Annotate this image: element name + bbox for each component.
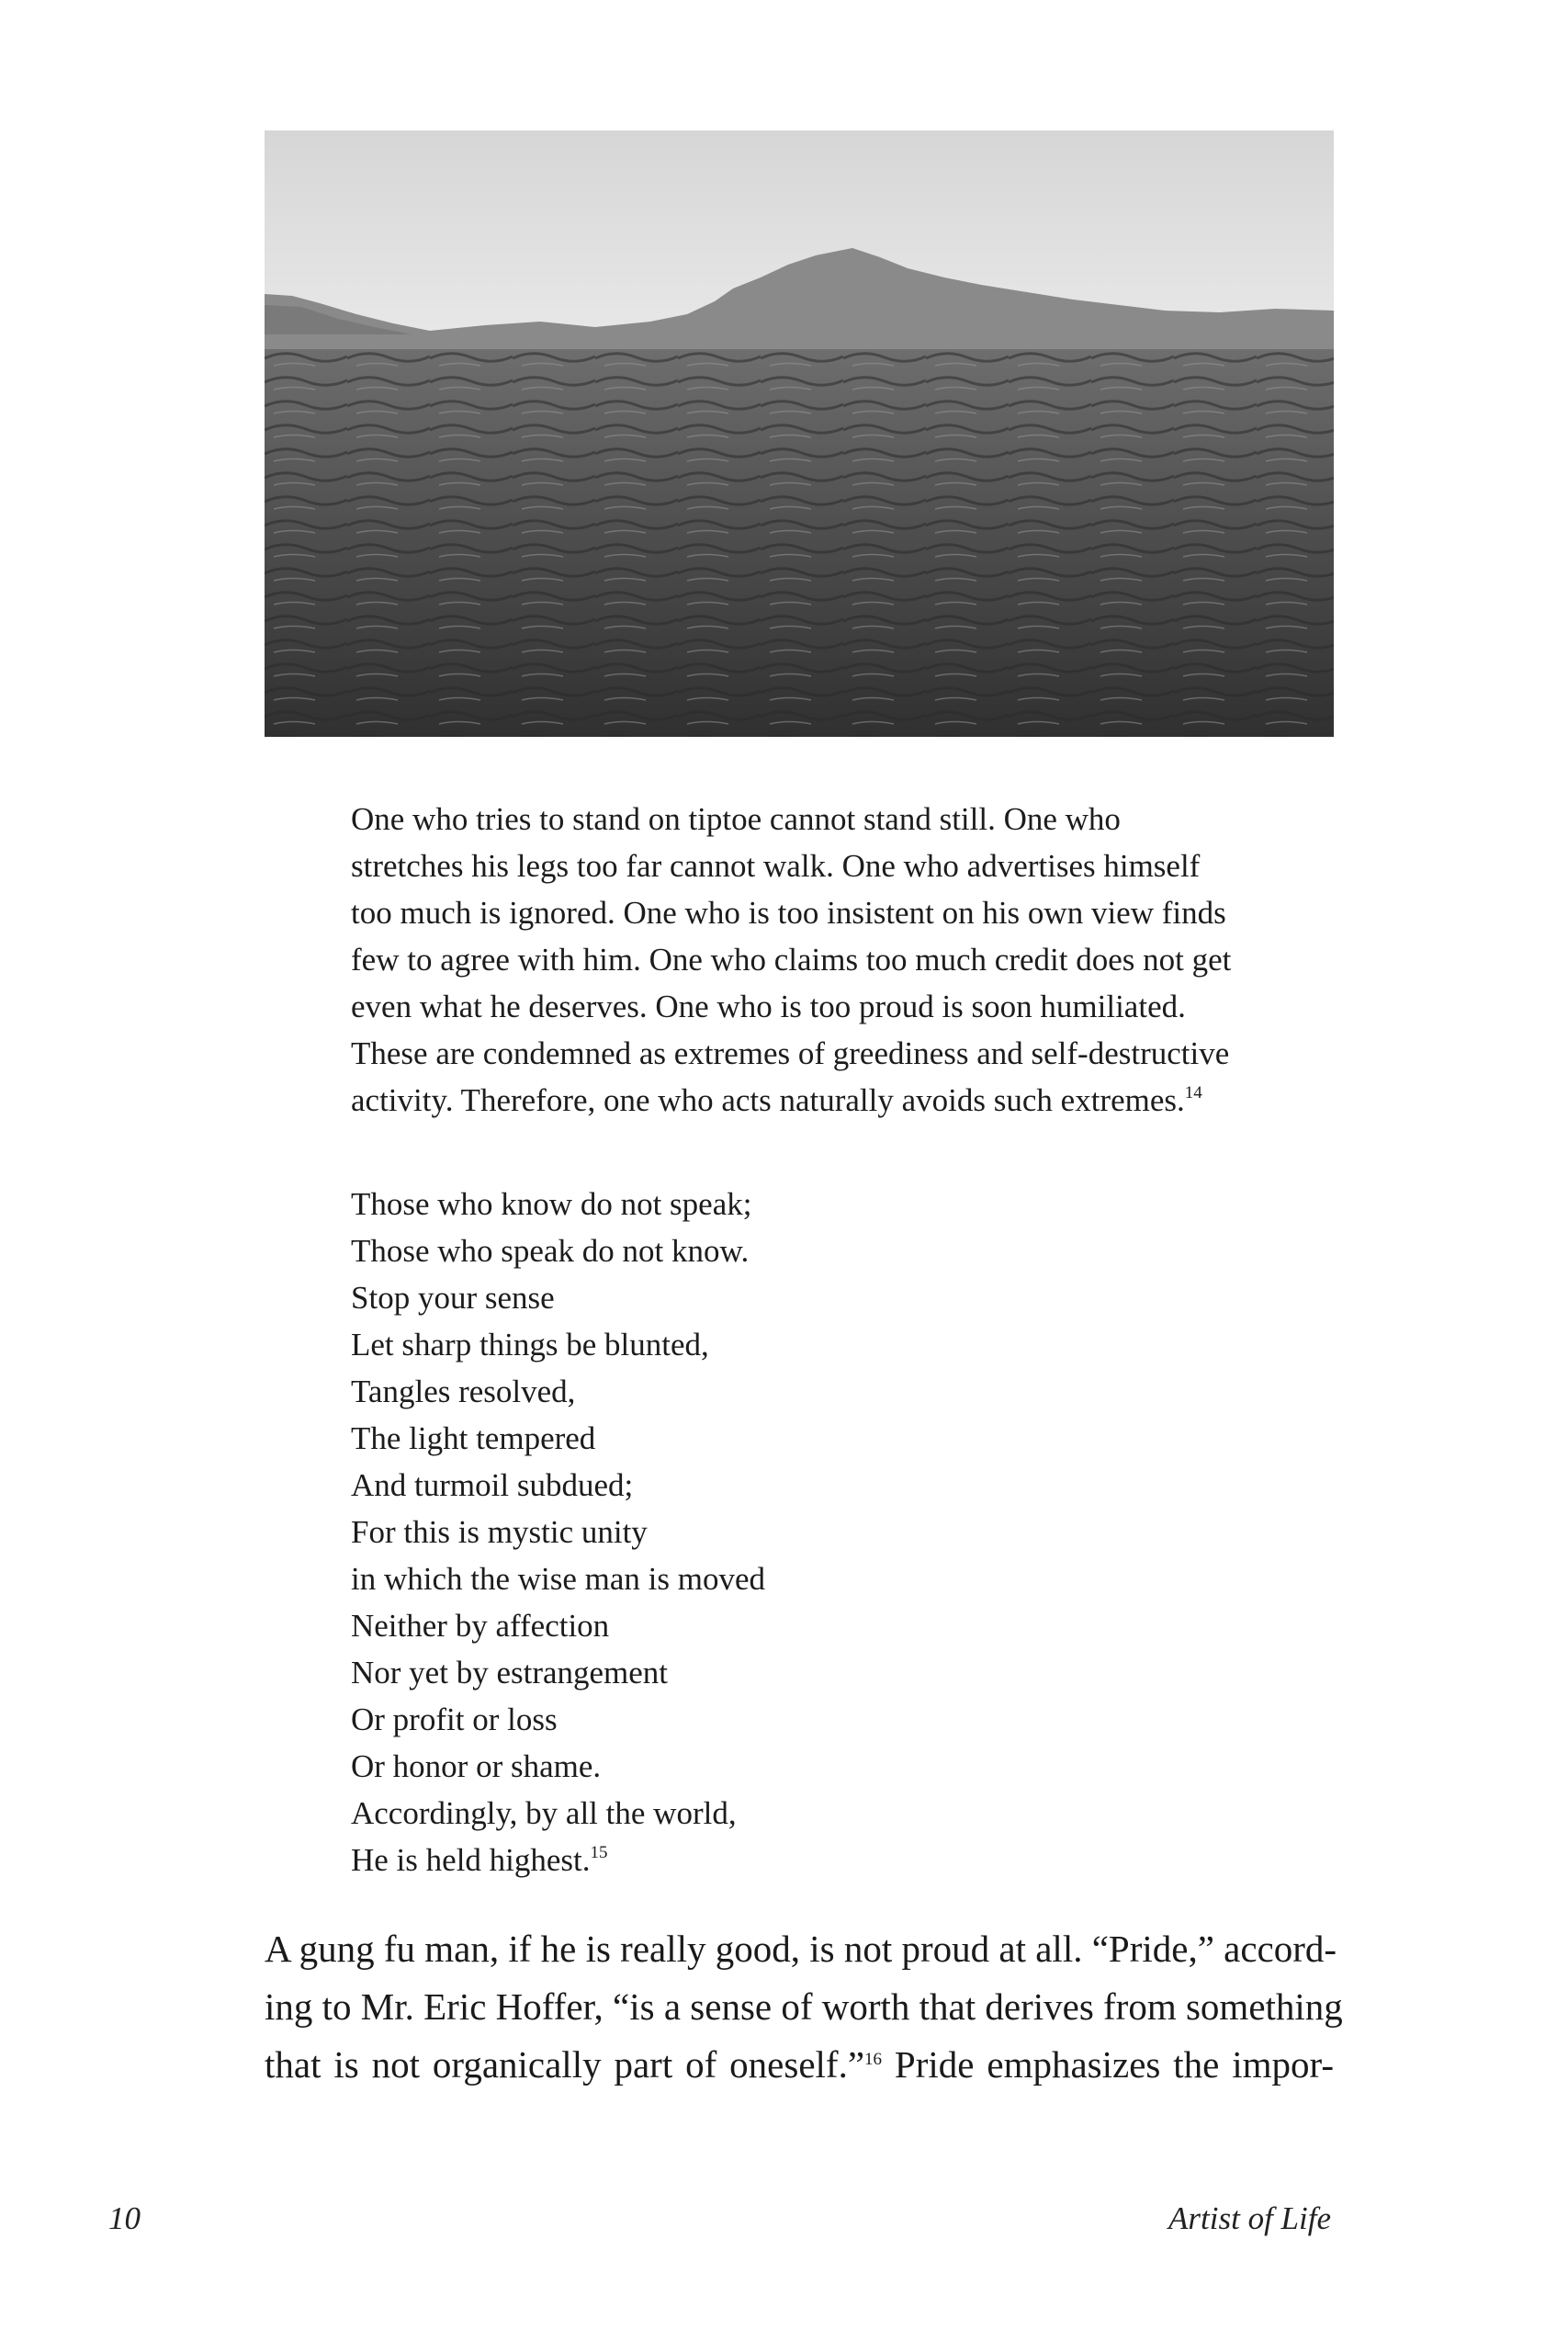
photo-image	[265, 130, 1334, 737]
quote-line: too much is ignored. One who is too insistent on his own view finds	[351, 895, 1226, 931]
body-line-text: Pride emphasizes the impor-	[882, 2043, 1335, 2086]
poem-line: in which the wise man is moved	[351, 1561, 766, 1597]
poem-line: Or honor or shame.	[351, 1748, 602, 1784]
sea-mountain-photo	[265, 130, 1334, 737]
footnote-ref-16: 16	[864, 2050, 883, 2069]
running-title: Artist of Life	[1168, 2200, 1331, 2236]
poem-line-text: He is held highest.	[351, 1842, 591, 1878]
poem-line: Let sharp things be blunted,	[351, 1327, 709, 1363]
footnote-ref-15: 15	[590, 1843, 608, 1862]
quote-line: One who tries to stand on tiptoe cannot stand still. One who	[351, 801, 1121, 837]
poem-line: Accordingly, by all the world,	[351, 1795, 737, 1831]
poem-line-last	[351, 1837, 1343, 1883]
body-line	[265, 2036, 1334, 2094]
poem-line: Tangles resolved,	[351, 1374, 576, 1409]
poem-line: Stop your sense	[351, 1280, 555, 1316]
quote-paragraph	[351, 796, 1343, 1124]
page-number: 10	[108, 2200, 141, 2236]
poem-line: Nor yet by estrangement	[351, 1655, 669, 1690]
poem-line: And turmoil subdued;	[351, 1467, 634, 1503]
block-quote-1	[351, 796, 1343, 1124]
quote-line: activity. Therefore, one who acts naturally avoids such extremes.	[351, 1082, 1185, 1118]
poem-quote	[351, 1181, 1343, 1883]
quote-line: even what he deserves. One who is too proud is soon humiliated.	[351, 989, 1186, 1024]
body-line: ing to Mr. Eric Hoffer, “is a sense of worth that derives from something	[265, 1985, 1343, 2028]
poem-line: For this is mystic unity	[351, 1514, 648, 1550]
body-line: A gung fu man, if he is really good, is not proud at all. “Pride,” accord-	[265, 1928, 1337, 1970]
poem-line: Neither by affection	[351, 1608, 610, 1644]
quote-line: stretches his legs too far cannot walk. One who advertises himself	[351, 848, 1201, 884]
body-line-text: that is not organically part of oneself.”	[265, 2043, 865, 2086]
footnote-ref-14: 14	[1184, 1083, 1202, 1102]
poem-line: The light tempered	[351, 1420, 596, 1456]
quote-line: few to agree with him. One who claims too much credit does not get	[351, 942, 1232, 978]
body-paragraph	[265, 1920, 1343, 2094]
poem-line: Or profit or loss	[351, 1702, 558, 1737]
poem-line: Those who know do not speak;	[351, 1186, 752, 1222]
quote-line: These are condemned as extremes of greediness and self-destructive	[351, 1035, 1230, 1071]
poem-line: Those who speak do not know.	[351, 1233, 750, 1269]
